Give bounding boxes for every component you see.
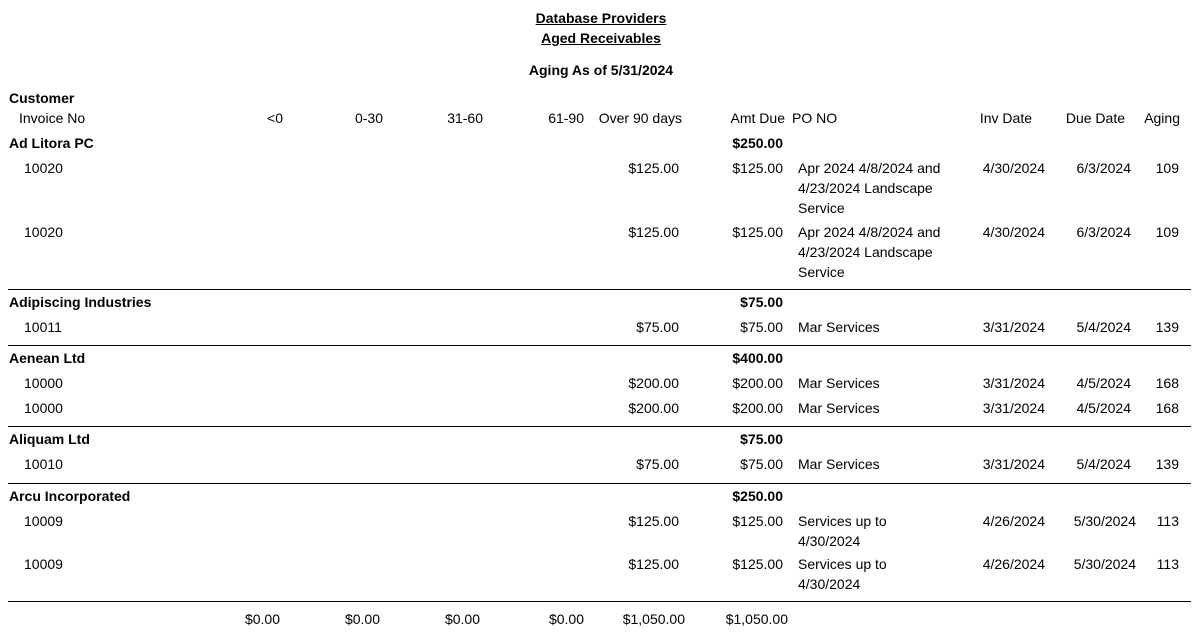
due-date-value: 5/4/2024: [1076, 456, 1131, 472]
customer-total: $250.00: [732, 488, 783, 504]
inv-date-value: 4/30/2024: [982, 160, 1045, 176]
aging-value: 168: [1155, 400, 1179, 416]
aging-value: 109: [1155, 224, 1179, 240]
group-divider: [8, 483, 1191, 484]
total-31-60: $0.00: [444, 611, 480, 627]
over-90-value: $200.00: [628, 375, 679, 391]
due-date-value: 5/30/2024: [1073, 513, 1136, 529]
customer-total: $75.00: [740, 431, 783, 447]
company-name: Database Providers: [535, 10, 667, 26]
po-no-value: Apr 2024 4/8/2024 and 4/23/2024 Landscape Service: [798, 160, 941, 216]
invoice-no: 10009: [24, 513, 63, 529]
amt-due-value: $125.00: [732, 224, 783, 240]
amt-due-value: $125.00: [732, 556, 783, 572]
inv-date-value: 3/31/2024: [982, 319, 1045, 335]
over-90-value: $125.00: [628, 513, 679, 529]
due-date-value: 4/5/2024: [1076, 375, 1131, 391]
inv-date-value: 3/31/2024: [982, 456, 1045, 472]
col-invoice-no: Invoice No: [19, 110, 86, 126]
col-0-30: 0-30: [354, 110, 383, 126]
po-no-value: Apr 2024 4/8/2024 and 4/23/2024 Landscape Service: [798, 224, 941, 280]
invoice-no: 10020: [24, 160, 63, 176]
customer-name: Arcu Incorporated: [9, 488, 131, 504]
total-0-30: $0.00: [344, 611, 380, 627]
invoice-no: 10011: [24, 319, 62, 335]
due-date-value: 5/4/2024: [1076, 319, 1131, 335]
due-date-value: 6/3/2024: [1076, 224, 1131, 240]
total-amt-due: $1,050.00: [725, 611, 788, 627]
invoice-no: 10000: [24, 400, 63, 416]
total-lt0: $0.00: [244, 611, 280, 627]
over-90-value: $75.00: [636, 319, 679, 335]
aging-value: 113: [1156, 513, 1179, 529]
customer-total: $75.00: [740, 294, 783, 310]
aging-value: 109: [1155, 160, 1179, 176]
total-over-90: $1,050.00: [622, 611, 685, 627]
customer-name: Aliquam Ltd: [9, 431, 90, 447]
amt-due-value: $200.00: [732, 375, 783, 391]
aging-value: 139: [1155, 456, 1179, 472]
invoice-no: 10010: [24, 456, 63, 472]
aging-value: 139: [1155, 319, 1179, 335]
amt-due-value: $75.00: [740, 456, 783, 472]
amt-due-value: $200.00: [732, 400, 783, 416]
col-31-60: 31-60: [447, 110, 483, 126]
col-over-90: Over 90 days: [598, 110, 682, 126]
col-inv-date: Inv Date: [979, 110, 1032, 126]
col-po-no: PO NO: [792, 110, 838, 126]
invoice-no: 10009: [24, 556, 63, 572]
col-lt0: <0: [267, 110, 283, 126]
due-date-value: 4/5/2024: [1076, 400, 1131, 416]
due-date-value: 5/30/2024: [1073, 556, 1136, 572]
po-no-value: Services up to 4/30/2024: [798, 513, 887, 549]
po-no-value: Mar Services: [798, 375, 880, 391]
invoice-no: 10020: [24, 224, 63, 240]
col-amt-due: Amt Due: [730, 110, 785, 126]
total-61-90: $0.00: [548, 611, 584, 627]
col-due-date: Due Date: [1065, 110, 1125, 126]
amt-due-value: $75.00: [740, 319, 783, 335]
customer-name: Aenean Ltd: [9, 350, 86, 366]
inv-date-value: 3/31/2024: [982, 375, 1045, 391]
aging-value: 113: [1156, 556, 1179, 572]
aging-value: 168: [1155, 375, 1179, 391]
po-no-value: Services up to 4/30/2024: [798, 556, 887, 592]
group-divider: [8, 289, 1191, 290]
customer-total: $400.00: [732, 350, 783, 366]
customer-name: Adipiscing Industries: [9, 294, 152, 310]
po-no-value: Mar Services: [798, 400, 880, 416]
inv-date-value: 4/26/2024: [982, 513, 1045, 529]
inv-date-value: 4/26/2024: [982, 556, 1045, 572]
po-no-value: Mar Services: [798, 319, 880, 335]
report-title: Aged Receivables: [541, 30, 661, 46]
inv-date-value: 3/31/2024: [982, 400, 1045, 416]
group-divider: [8, 345, 1191, 346]
over-90-value: $125.00: [628, 556, 679, 572]
invoice-no: 10000: [24, 375, 63, 391]
col-customer: Customer: [9, 90, 75, 106]
col-aging: Aging: [1144, 110, 1180, 126]
amt-due-value: $125.00: [732, 513, 783, 529]
over-90-value: $75.00: [636, 456, 679, 472]
customer-name: Ad Litora PC: [9, 135, 94, 151]
group-divider: [8, 426, 1191, 427]
customer-total: $250.00: [732, 135, 783, 151]
over-90-value: $125.00: [628, 160, 679, 176]
amt-due-value: $125.00: [732, 160, 783, 176]
over-90-value: $125.00: [628, 224, 679, 240]
inv-date-value: 4/30/2024: [982, 224, 1045, 240]
over-90-value: $200.00: [628, 400, 679, 416]
col-61-90: 61-90: [548, 110, 584, 126]
po-no-value: Mar Services: [798, 456, 880, 472]
due-date-value: 6/3/2024: [1076, 160, 1131, 176]
report-subtitle: Aging As of 5/31/2024: [528, 62, 674, 78]
totals-divider: [8, 601, 1191, 602]
